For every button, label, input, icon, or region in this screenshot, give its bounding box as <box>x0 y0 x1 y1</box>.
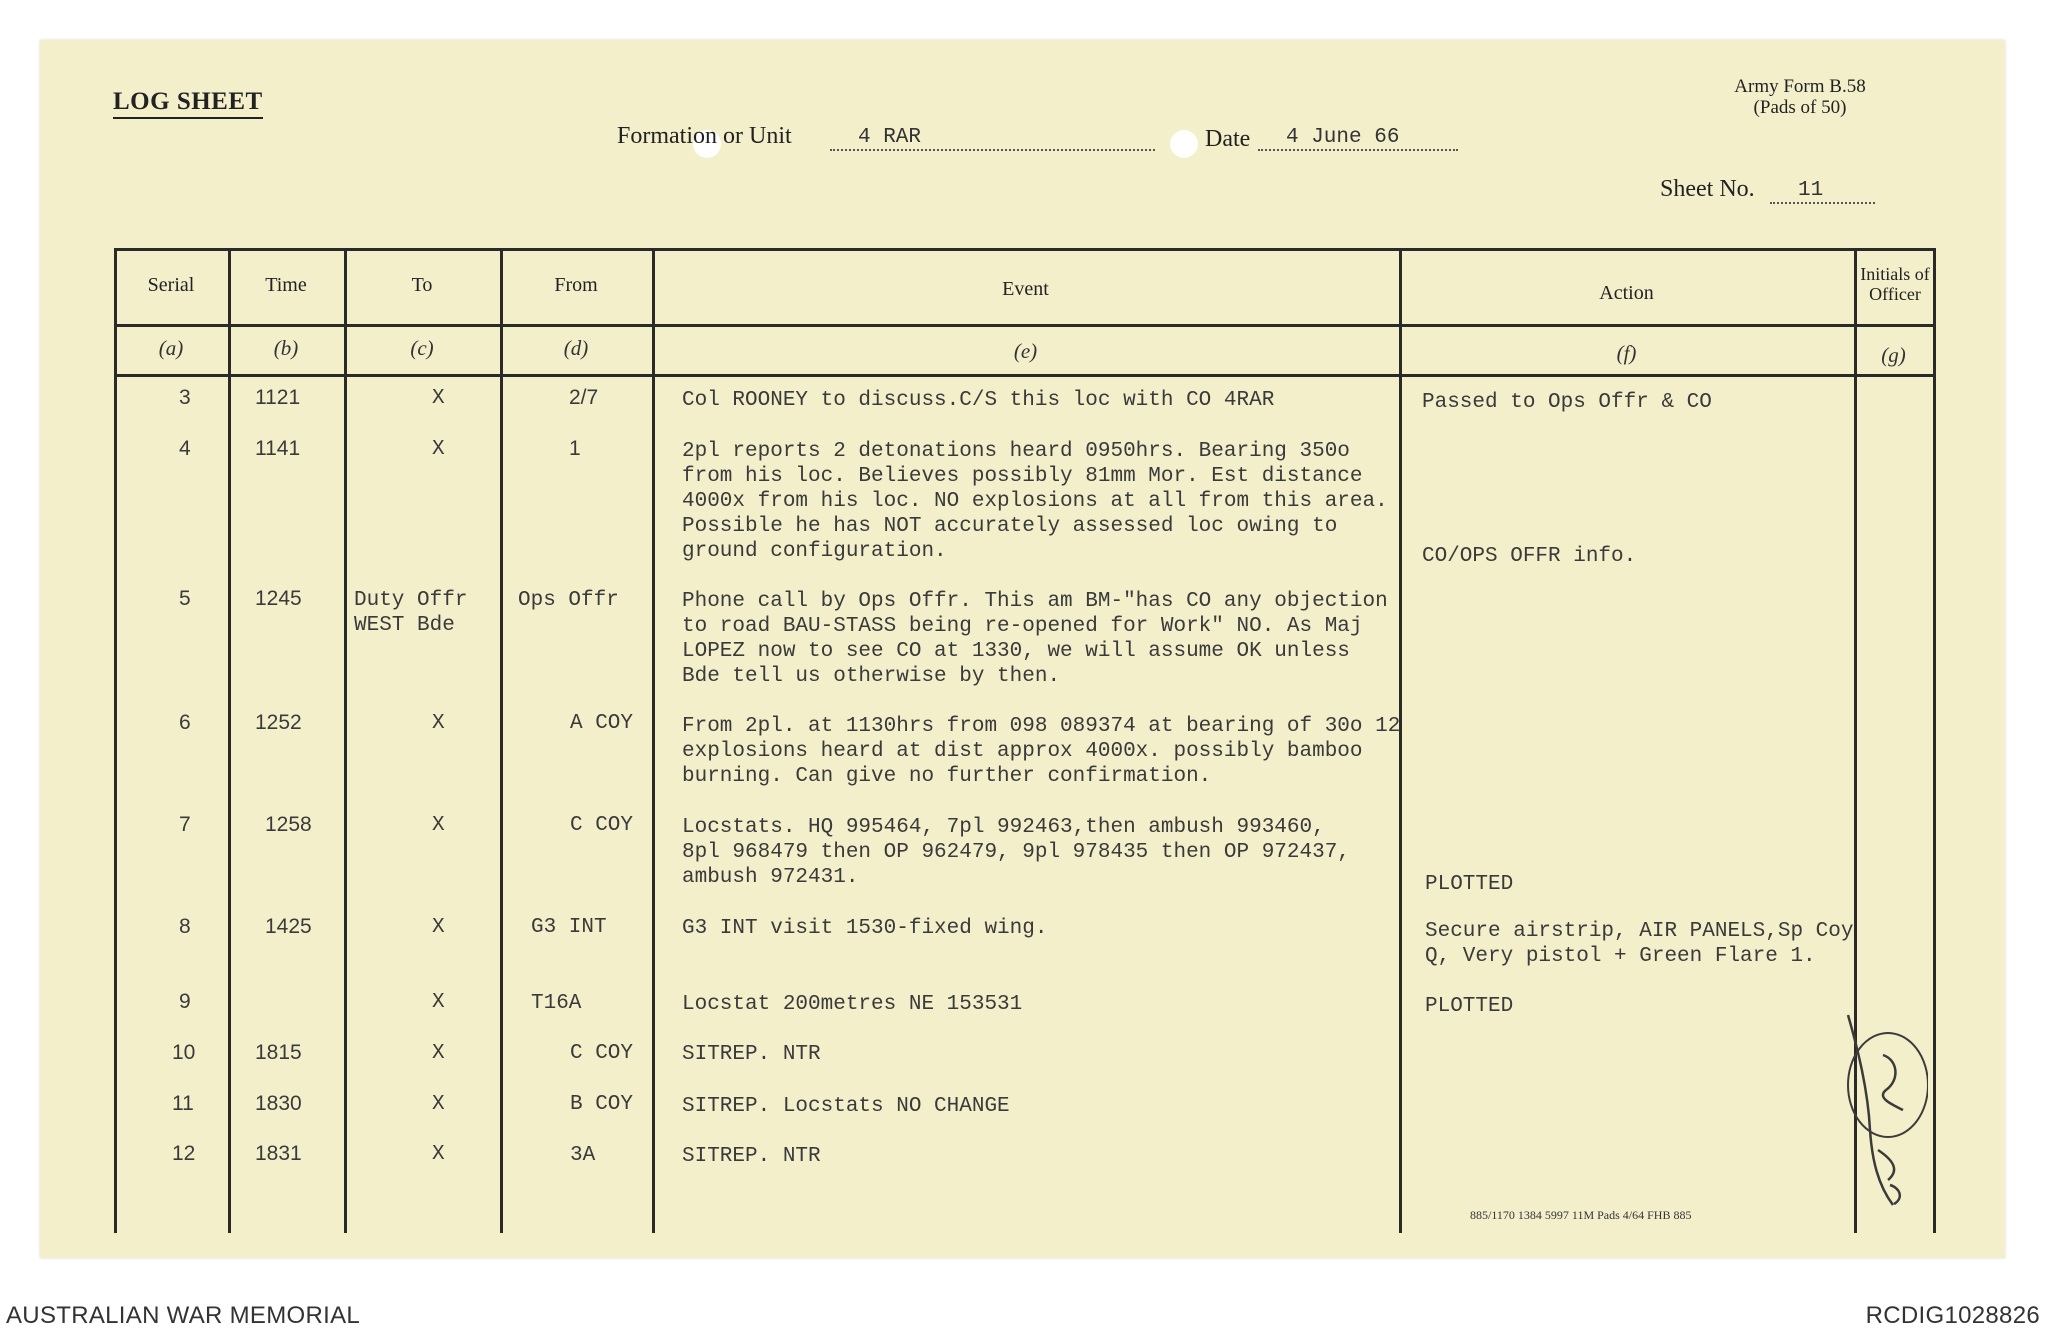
row-time: 1252 <box>255 711 302 734</box>
header-rule <box>114 324 1936 327</box>
date-field: 4 June 66 <box>1258 125 1458 151</box>
col-divider <box>114 248 117 1233</box>
row-event: Phone call by Ops Offr. This am BM-"has CO any objection to road BAU-STASS being re-opened for Work" NO. As Maj LOPEZ now to see CO at 1330, we will assume OK unless Bde tell us otherwise by then. <box>682 590 1388 688</box>
row-from: C COY <box>570 1042 634 1065</box>
row-to: X <box>432 1093 445 1116</box>
row-from: T16A <box>531 992 582 1015</box>
unit-field: 4 RAR <box>830 125 1155 151</box>
row-time: 1815 <box>255 1041 302 1064</box>
row-to: Duty Offr WEST Bde <box>354 589 468 637</box>
row-action: Secure airstrip, AIR PANELS,Sp Coy Q, Very pistol + Green Flare 1. <box>1425 920 1854 968</box>
header-serial: Serial <box>147 274 195 296</box>
subheader-c: (c) <box>410 336 434 360</box>
row-serial: 9 <box>179 990 191 1013</box>
col-divider <box>500 248 503 1233</box>
log-table <box>114 248 1936 1233</box>
row-action: PLOTTED <box>1425 873 1514 896</box>
row-from: 3A <box>570 1144 596 1167</box>
row-from: B COY <box>570 1093 634 1116</box>
row-serial: 10 <box>172 1041 196 1064</box>
form-title: LOG SHEET <box>113 88 263 119</box>
sheet-label: Sheet No. <box>1660 176 1755 202</box>
row-to: X <box>432 438 445 461</box>
row-event: Col ROONEY to discuss.C/S this loc with CO 4RAR <box>682 389 1275 412</box>
row-event: From 2pl. at 1130hrs from 098 089374 at bearing of 30o 12 explosions heard at dist approx 4000x. possibly bamboo burning. Can give no further confirmation. <box>682 715 1401 788</box>
row-serial: 6 <box>179 711 191 734</box>
header-time: Time <box>265 274 307 296</box>
print-code: 885/1170 1384 5997 11M Pads 4/64 FHB 885 <box>1470 1208 1692 1222</box>
row-from: A COY <box>570 712 634 735</box>
row-event: Locstats. HQ 995464, 7pl 992463,then ambush 993460, 8pl 968479 then OP 962479, 9pl 978435 then OP 972437, ambush 972431. <box>682 816 1350 889</box>
row-to: X <box>432 991 445 1014</box>
subheader-e: (e) <box>1013 339 1038 363</box>
col-divider <box>652 248 655 1233</box>
footer-id: RCDIG1028826 <box>1865 1302 2040 1329</box>
header-from: From <box>554 274 598 296</box>
row-from: Ops Offr <box>518 589 619 612</box>
subheader-rule <box>114 374 1936 377</box>
unit-label: Formation or Unit <box>617 123 792 149</box>
col-divider <box>228 248 231 1233</box>
subheader-a: (a) <box>158 336 184 360</box>
row-serial: 5 <box>179 587 191 610</box>
sheet-field: 11 <box>1770 178 1875 204</box>
subheader-g: (g) <box>1881 343 1906 367</box>
row-to: X <box>432 916 445 939</box>
form-id: Army Form B.58 <box>1734 76 1866 97</box>
row-action: PLOTTED <box>1425 995 1514 1018</box>
row-action: CO/OPS OFFR info. <box>1422 545 1637 568</box>
row-from: C COY <box>570 814 634 837</box>
row-serial: 11 <box>172 1092 194 1115</box>
header-to: To <box>411 274 433 296</box>
row-time: 1141 <box>255 437 301 460</box>
row-event: G3 INT visit 1530-fixed wing. <box>682 917 1048 940</box>
row-event: Locstat 200metres NE 153531 <box>682 993 1023 1016</box>
row-time: 1245 <box>255 587 302 610</box>
row-time: 1831 <box>255 1142 302 1165</box>
row-event: 2pl reports 2 detonations heard 0950hrs. Bearing 350o from his loc. Believes possibly 81mm Mor. Est distance 4000x from his loc. NO explosions at all from this area. Possible he has NOT accurately assessed loc owing to ground configuration. <box>682 440 1388 563</box>
table-top-rule <box>114 248 1936 251</box>
row-to: X <box>432 1143 445 1166</box>
row-serial: 3 <box>179 386 191 409</box>
row-serial: 12 <box>172 1142 196 1165</box>
row-to: X <box>432 387 445 410</box>
row-event: SITREP. NTR <box>682 1145 821 1168</box>
row-event: SITREP. Locstats NO CHANGE <box>682 1095 1010 1118</box>
row-time: 1121 <box>255 386 301 409</box>
header-action: Action <box>1599 282 1654 304</box>
subheader-f: (f) <box>1616 341 1637 365</box>
header-event: Event <box>1002 278 1049 300</box>
row-serial: 7 <box>179 813 191 836</box>
col-divider <box>344 248 347 1233</box>
subheader-b: (b) <box>273 336 299 360</box>
form-pads: (Pads of 50) <box>1753 97 1847 118</box>
row-time: 1830 <box>255 1092 302 1115</box>
row-time: 1258 <box>265 813 312 836</box>
officer-initials-signature <box>1838 1010 1928 1210</box>
date-label: Date <box>1205 126 1251 152</box>
row-from: G3 INT <box>531 916 607 939</box>
row-serial: 8 <box>179 915 191 938</box>
form-reference <box>1690 76 1910 118</box>
row-from: 2/7 <box>569 386 599 409</box>
row-event: SITREP. NTR <box>682 1043 821 1066</box>
row-to: X <box>432 712 445 735</box>
subheader-d: (d) <box>563 336 589 360</box>
row-action: Passed to Ops Offr & CO <box>1422 391 1712 414</box>
footer-source: AUSTRALIAN WAR MEMORIAL <box>6 1302 361 1329</box>
punch-hole <box>1170 130 1198 158</box>
row-to: X <box>432 1042 445 1065</box>
row-serial: 4 <box>179 437 191 460</box>
col-divider <box>1933 248 1936 1233</box>
row-time: 1425 <box>265 915 312 938</box>
header-initials: Initials of Officer <box>1860 264 1930 304</box>
row-from: 1 <box>569 437 581 460</box>
row-to: X <box>432 814 445 837</box>
